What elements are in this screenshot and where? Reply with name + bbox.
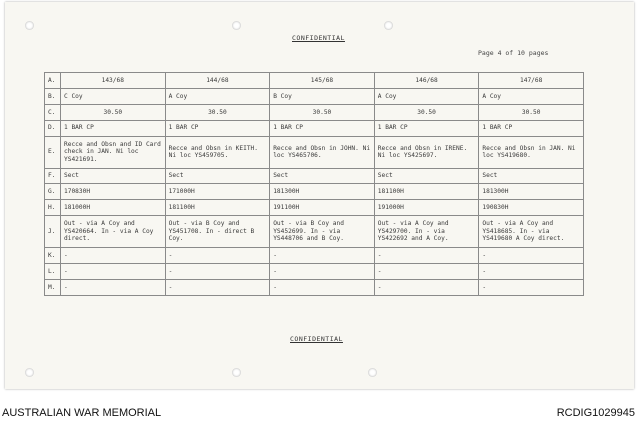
row-label: F. <box>45 168 61 184</box>
table-cell: - <box>165 279 270 295</box>
table-cell: Recce and Obsn in KEITH. Ni loc YS459705. <box>165 136 270 168</box>
page-number: Page 4 of 10 pages <box>478 49 549 57</box>
patrol-table <box>44 72 584 296</box>
row-label: H. <box>45 200 61 216</box>
row-label: G. <box>45 184 61 200</box>
table-cell: - <box>479 248 584 264</box>
table-cell: 1 BAR CP <box>270 120 375 136</box>
table-header-cell: 146/68 <box>374 73 479 89</box>
punch-hole <box>368 368 377 377</box>
table-cell: Out - via B Coy and YS452699. In - via YS448706 and B Coy. <box>270 216 375 248</box>
table-cell: Out - via A Coy and YS418685. In - via YS419680 A Coy direct. <box>479 216 584 248</box>
table-row <box>45 73 584 89</box>
table-header-cell: 147/68 <box>479 73 584 89</box>
table-cell: - <box>374 264 479 280</box>
table-cell: 181300H <box>270 184 375 200</box>
table-cell: - <box>270 248 375 264</box>
table-row <box>45 168 584 184</box>
table-cell: A Coy <box>479 88 584 104</box>
table-cell: 1 BAR CP <box>374 120 479 136</box>
table-cell: A Coy <box>165 88 270 104</box>
punch-hole <box>25 21 34 30</box>
table-cell: - <box>270 264 375 280</box>
table-cell: 170830H <box>61 184 166 200</box>
table-cell: C Coy <box>61 88 166 104</box>
punch-hole <box>232 368 241 377</box>
table-cell: - <box>479 279 584 295</box>
table-row <box>45 136 584 168</box>
classification-header: CONFIDENTIAL <box>292 34 345 42</box>
punch-hole <box>25 368 34 377</box>
table-cell: - <box>61 279 166 295</box>
table-cell: - <box>61 248 166 264</box>
table-header-cell: 144/68 <box>165 73 270 89</box>
table-cell: - <box>165 248 270 264</box>
table-cell: Recce and Obsn and ID Card check in JAN. Ni loc YS421691. <box>61 136 166 168</box>
row-label: J. <box>45 216 61 248</box>
table-cell: 171000H <box>165 184 270 200</box>
table-cell: 1 BAR CP <box>479 120 584 136</box>
table-cell: - <box>270 279 375 295</box>
table-cell: 30.50 <box>165 104 270 120</box>
table-row <box>45 184 584 200</box>
table-cell: Sect <box>61 168 166 184</box>
table-row <box>45 248 584 264</box>
row-label: K. <box>45 248 61 264</box>
row-label: B. <box>45 88 61 104</box>
table-cell: 181300H <box>479 184 584 200</box>
punch-hole <box>232 21 241 30</box>
table-cell: 30.50 <box>61 104 166 120</box>
row-label: A. <box>45 73 61 89</box>
table-cell: 30.50 <box>270 104 375 120</box>
punch-hole <box>384 21 393 30</box>
table-row <box>45 104 584 120</box>
table-cell: - <box>374 248 479 264</box>
table-cell: 191000H <box>374 200 479 216</box>
table-cell: Out - via A Coy and YS429700. In - via YS422692 and A Coy. <box>374 216 479 248</box>
table-row <box>45 88 584 104</box>
row-label: C. <box>45 104 61 120</box>
table-cell: 1 BAR CP <box>165 120 270 136</box>
table-cell: Out - via A Coy and YS420664. In - via A Coy direct. <box>61 216 166 248</box>
table-cell: Recce and Obsn in IRENE. Ni loc YS425697. <box>374 136 479 168</box>
archive-name: AUSTRALIAN WAR MEMORIAL <box>2 407 162 419</box>
table-cell: - <box>61 264 166 280</box>
table-cell: Sect <box>374 168 479 184</box>
table-row <box>45 216 584 248</box>
row-label: L. <box>45 264 61 280</box>
table-cell: Sect <box>479 168 584 184</box>
table-cell: 181100H <box>165 200 270 216</box>
table-cell: B Coy <box>270 88 375 104</box>
table-row <box>45 279 584 295</box>
table-cell: Recce and Obsn in JOHN. Ni loc YS465706. <box>270 136 375 168</box>
table-cell: 30.50 <box>374 104 479 120</box>
table-cell: 190830H <box>479 200 584 216</box>
table-row <box>45 120 584 136</box>
table-cell: Recce and Obsn in JAN. Ni loc YS419680. <box>479 136 584 168</box>
table-cell: Sect <box>165 168 270 184</box>
table-cell: - <box>165 264 270 280</box>
table-header-cell: 143/68 <box>61 73 166 89</box>
table-cell: - <box>374 279 479 295</box>
row-label: E. <box>45 136 61 168</box>
table-cell: Out - via B Coy and YS451708. In - direct B Coy. <box>165 216 270 248</box>
table-cell: 30.50 <box>479 104 584 120</box>
row-label: D. <box>45 120 61 136</box>
table-row <box>45 264 584 280</box>
row-label: M. <box>45 279 61 295</box>
table-cell: - <box>479 264 584 280</box>
table-cell: 1 BAR CP <box>61 120 166 136</box>
table-cell: 191100H <box>270 200 375 216</box>
table-cell: 181000H <box>61 200 166 216</box>
table-cell: 181100H <box>374 184 479 200</box>
table-cell: Sect <box>270 168 375 184</box>
table-header-cell: 145/68 <box>270 73 375 89</box>
table-row <box>45 200 584 216</box>
archive-reference: RCDIG1029945 <box>556 407 635 419</box>
table-cell: A Coy <box>374 88 479 104</box>
classification-footer: CONFIDENTIAL <box>290 335 343 343</box>
